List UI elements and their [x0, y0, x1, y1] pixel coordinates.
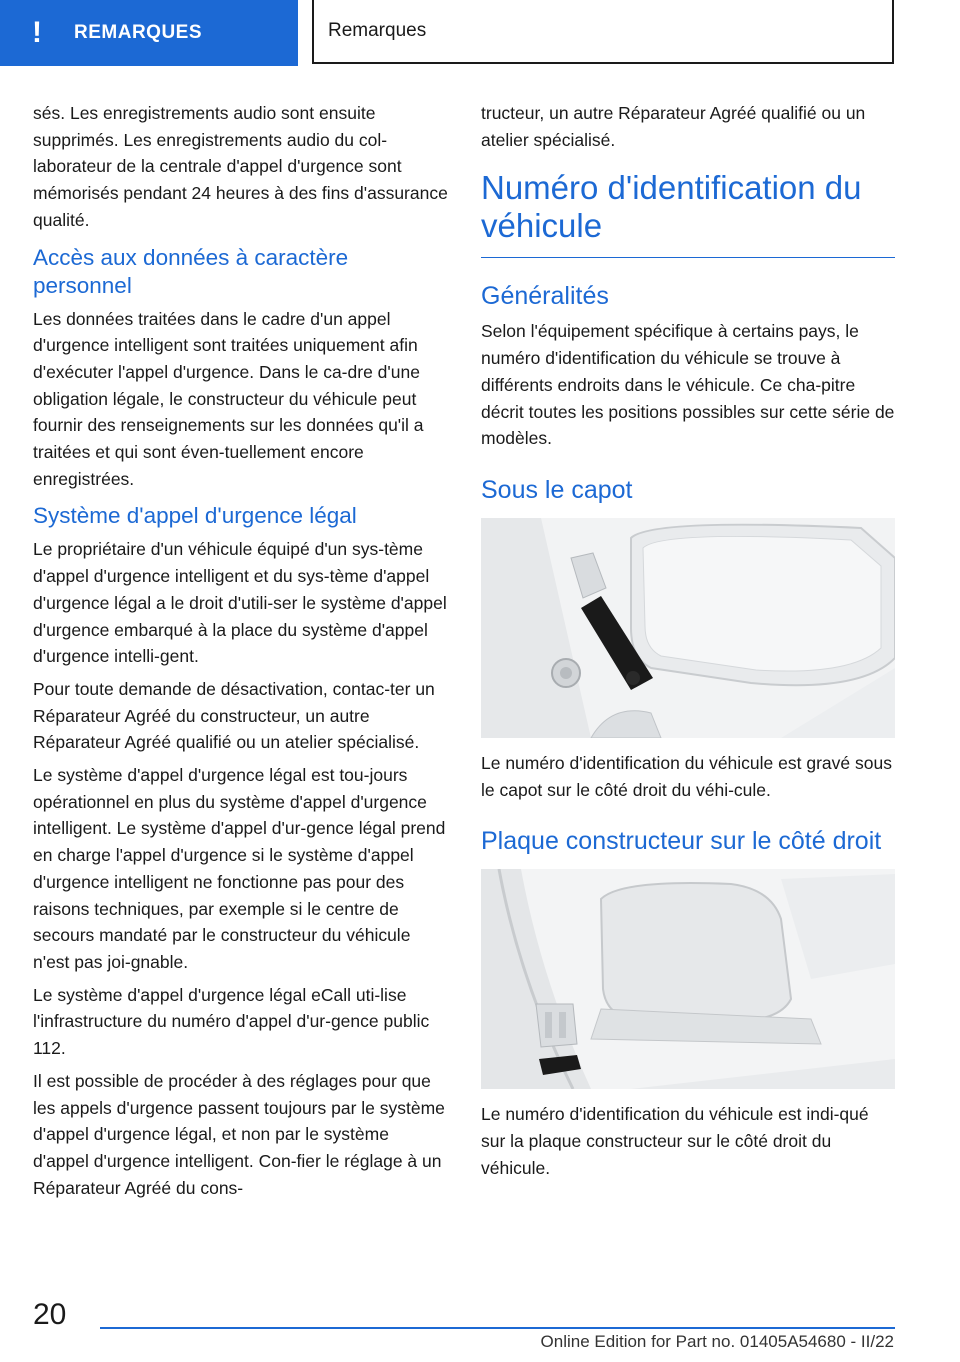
page-number: 20	[33, 1298, 67, 1331]
footer-divider	[100, 1327, 895, 1329]
paragraph: Le numéro d'identification du véhicule est indi‐qué sur la plaque constructeur sur le côté droit du véhicule.	[481, 1104, 869, 1178]
paragraph: Pour toute demande de désactivation, contac‐ter un Réparateur Agréé du constructeur, un autre Réparateur Agréé qualifié ou un atelier spécialisé.	[33, 678, 435, 753]
paragraph: Selon l'équipement spécifique à certains pays, le numéro d'identification du véhicule se trouve à différents endroits dans le véhicule. Ce cha‐pitre décrit toutes les positions possibles sur cette série de modèles.	[481, 321, 895, 449]
edition-info: Online Edition for Part no. 01405A54680 - II/22	[540, 1332, 894, 1351]
right-column	[481, 100, 895, 1187]
heading-plate-right: Plaque constructeur sur le côté droit	[481, 827, 882, 856]
left-column	[33, 100, 448, 1207]
heading-general: Généralités	[481, 282, 609, 311]
paragraph: Le numéro d'identification du véhicule est gravé sous le capot sur le côté droit du véhi‐cule.	[481, 752, 892, 800]
paragraph: Le système d'appel d'urgence légal est tou‐jours opérationnel en plus du système d'appel d'urgence intelligent. Le système d'appel d'ur‐gence légal prend en charge l'appel d'urgence si le système d'appel d'urgence intelligent ne fonctionne pas pour des raisons techniques, par exemple si le centre de secours mandaté par le constructeur du véhicule n'est pas joi‐gnable.	[33, 765, 446, 972]
heading-legal-ecall: Système d'appel d'urgence légal	[33, 503, 357, 529]
heading-under-hood: Sous le capot	[481, 475, 633, 504]
heading-vin: Numéro d'identification du véhicule	[481, 169, 895, 258]
section-tab-label: REMARQUES	[74, 22, 203, 43]
section-tab	[0, 0, 298, 66]
exclamation-icon: !	[32, 16, 42, 49]
paragraph: Les données traitées dans le cadre d'un appel d'urgence intelligent sont traitées uniquement afin d'exécuter l'appel d'urgence. Dans le ca‐dre d'une obligation légale, le constructeur du véhicule peut fournir des renseignements sur les données qu'il a traitées et qui sont éven‐tuellement encore enregistrées.	[33, 308, 424, 489]
paragraph: Le propriétaire d'un véhicule équipé d'un sys‐tème d'appel d'urgence intelligent et du sys‐tème d'appel d'urgence légal a le droit d'utili‐ser le système d'appel d'urgence embarqué à la place du système d'appel d'urgence intelli‐gent.	[33, 539, 447, 667]
under-hood-photo	[481, 518, 895, 738]
paragraph: tructeur, un autre Réparateur Agréé qualifié ou un atelier spécialisé.	[481, 103, 866, 150]
paragraph: sés. Les enregistrements audio sont ensuite supprimés. Les enregistrements audio du col‐laborateur de la centrale d'appel d'urgence sont mémorisés pendant 24 heures à des fins d'assurance qualité.	[33, 103, 448, 230]
paragraph: Il est possible de procéder à des réglages pour que les appels d'urgence passent toujours par le système d'appel d'urgence légal, et non par le système d'appel d'urgence intelligent. Con‐fier le réglage à un Réparateur Agréé du cons‐	[33, 1070, 445, 1198]
heading-data-access: Accès aux données à caractère personnel	[33, 244, 349, 298]
paragraph: Le système d'appel d'urgence légal eCall uti‐lise l'infrastructure du numéro d'appel d'ur‐gence public 112.	[33, 984, 430, 1059]
type-plate-photo	[481, 869, 895, 1089]
chapter-title: Remarques	[312, 0, 894, 64]
